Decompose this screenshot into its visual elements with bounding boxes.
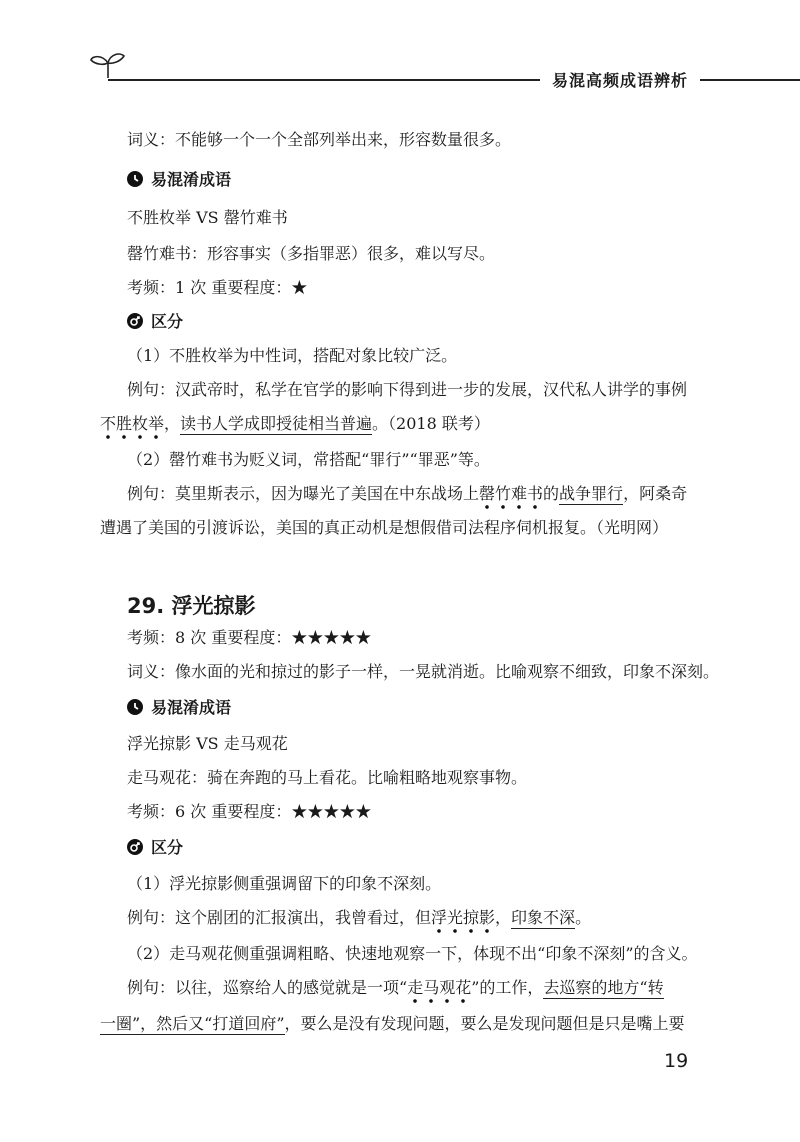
emphasized-idiom: 不胜枚举 [100, 414, 164, 440]
page-header [0, 0, 800, 100]
idiom-pair-29: 浮光掠影 VS 走马观花 [127, 734, 288, 753]
gender-symbol-icon [127, 839, 143, 855]
clock-icon [127, 171, 143, 187]
text-segment: 。 [575, 908, 592, 927]
example2-line2-29 [100, 1014, 685, 1034]
text-segment: ”的工作， [471, 978, 544, 997]
underlined-phrase: 一圈”，然后又“打道回府” [100, 1014, 285, 1033]
page-number: 19 [664, 1050, 689, 1072]
text-segment: ， [164, 414, 181, 433]
underlined-phrase: 读书人学成即授徒相当普遍 [180, 414, 373, 433]
alt-stats-29: 考频：6 次 重要程度：★★★★★ [127, 802, 372, 821]
header-rule-right [700, 79, 800, 81]
gender-symbol-icon [127, 313, 143, 329]
confusion-heading-29 [127, 698, 231, 718]
confusion-heading-label: 易混淆成语 [151, 698, 232, 717]
example2-line2-28: 遭遇了美国的引渡诉讼，美国的真正动机是想假借司法程序伺机报复。（光明网） [100, 518, 669, 537]
diff-heading-label: 区分 [151, 838, 184, 857]
text-segment: 的 [543, 484, 560, 503]
text-segment: 。（2018 联考） [372, 414, 490, 433]
diff-heading-label: 区分 [151, 312, 184, 331]
sprout-icon [88, 50, 128, 80]
meaning-28: 词义：不能够一个一个全部列举出来，形容数量很多。 [127, 130, 512, 149]
example2-line1-28 [127, 484, 687, 504]
emphasized-idiom: 罄竹难书 [479, 484, 543, 510]
underlined-phrase: 战争罪行 [559, 484, 624, 503]
example2-line1-29 [127, 978, 664, 998]
point1-28: （1）不胜枚举为中性词，搭配对象比较广泛。 [127, 346, 458, 365]
underlined-phrase: 印象不深 [511, 908, 576, 927]
example1-line1-28: 例句：汉武帝时，私学在官学的影响下得到进一步的发展，汉代私人讲学的事例 [127, 380, 688, 399]
example1-29 [127, 908, 591, 928]
idiom-pair-28: 不胜枚举 VS 罄竹难书 [127, 208, 288, 227]
running-title: 易混高频成语辨析 [552, 71, 689, 90]
alt-stats-28: 考频：1 次 重要程度：★ [127, 278, 308, 297]
underlined-phrase: 去巡察的地方“转 [543, 978, 664, 997]
point1-29: （1）浮光掠影侧重强调留下的印象不深刻。 [127, 874, 442, 893]
emphasized-idiom: 浮光掠影 [431, 908, 495, 934]
meaning-29: 词义：像水面的光和掠过的影子一样，一晃就消逝。比喻观察不细致，印象不深刻。 [127, 662, 720, 681]
text-segment: 例句：这个剧团的汇报演出，我曾看过，但 [127, 908, 432, 927]
point2-28: （2）罄竹难书为贬义词，常搭配“罪行”“罪恶”等。 [127, 450, 490, 469]
text-segment: 例句：莫里斯表示，因为曝光了美国在中东战场上 [127, 484, 480, 503]
clock-icon [127, 699, 143, 715]
stats-29: 考频：8 次 重要程度：★★★★★ [127, 628, 372, 647]
alt-definition-28: 罄竹难书：形容事实（多指罪恶）很多，难以写尽。 [127, 244, 496, 263]
text-segment: ，阿桑奇 [623, 484, 688, 503]
header-rule-left [108, 79, 540, 81]
entry-title-29: 29. 浮光掠影 [127, 594, 256, 618]
diff-heading-29 [127, 838, 183, 858]
text-segment: 例句：以往，巡察给人的感觉就是一项“ [127, 978, 408, 997]
text-segment: ， [495, 908, 512, 927]
alt-definition-29: 走马观花：骑在奔跑的马上看花。比喻粗略地观察事物。 [127, 768, 528, 787]
point2-29: （2）走马观花侧重强调粗略、快速地观察一下，体现不出“印象不深刻”的含义。 [127, 944, 698, 963]
confusion-heading-28 [127, 170, 231, 190]
emphasized-idiom: 走马观花 [407, 978, 471, 1004]
text-segment: ，要么是没有发现问题，要么是发现问题但是只是嘴上要 [284, 1014, 685, 1033]
example1-line2-28 [100, 414, 490, 434]
confusion-heading-label: 易混淆成语 [151, 170, 232, 189]
diff-heading-28 [127, 312, 183, 332]
